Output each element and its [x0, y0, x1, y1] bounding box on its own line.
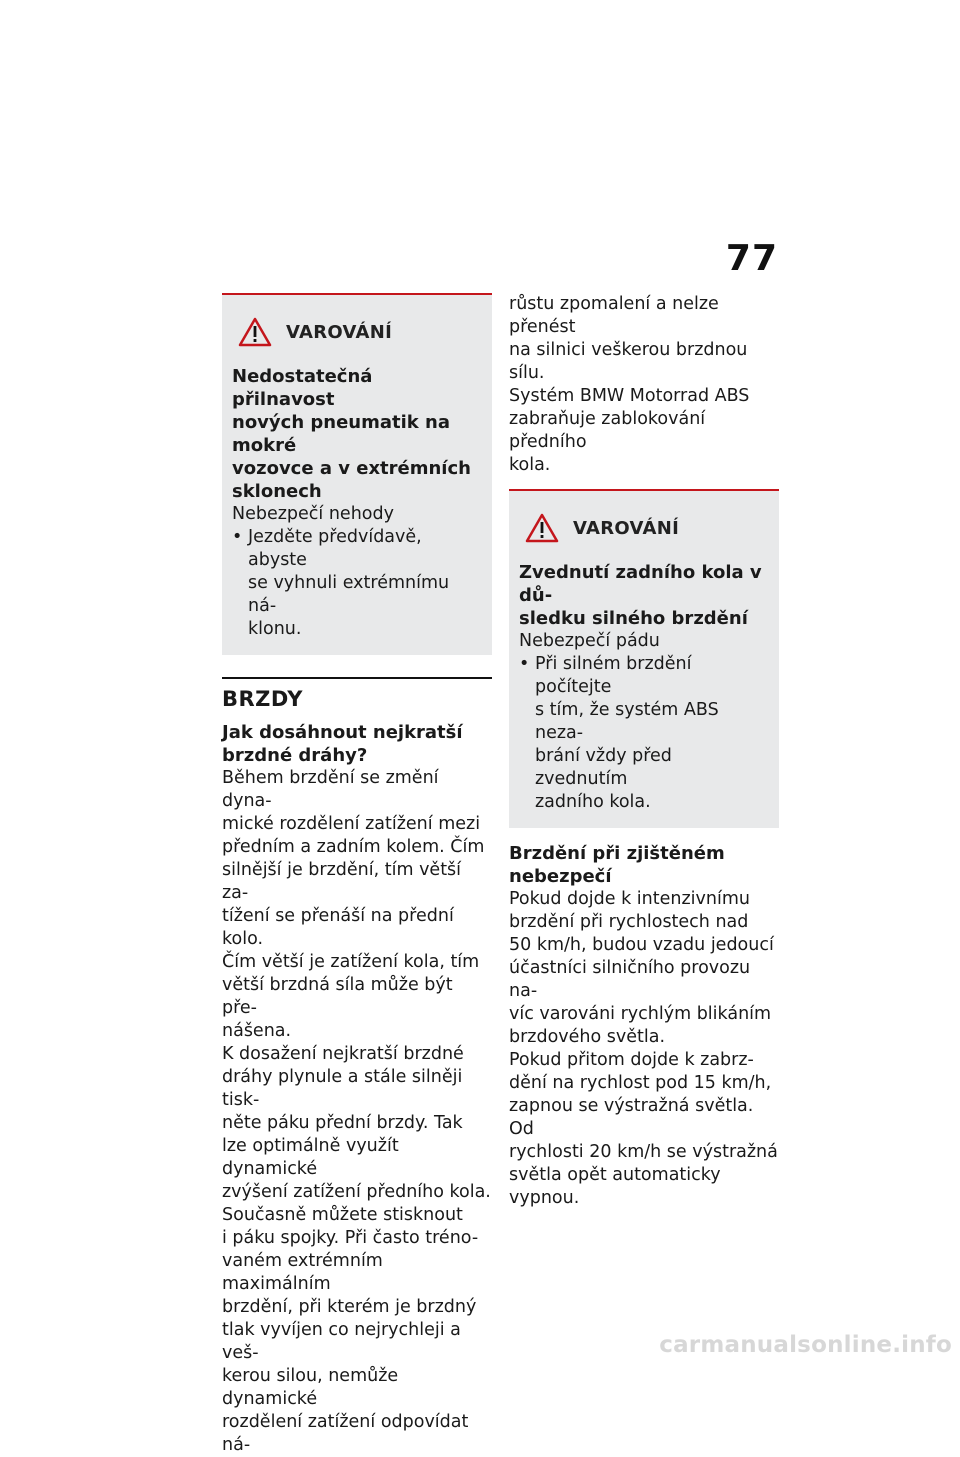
text-line: nášena.: [222, 1021, 292, 1041]
bullet-line: brání vždy před zvednutím: [535, 746, 672, 789]
subheading: Jak dosáhnout nejkratší: [222, 722, 463, 743]
bullet-line: se vyhnuli extrémnímu ná-: [248, 573, 450, 616]
warning-header: [519, 513, 767, 543]
text-line: předním a zadním kolem. Čím: [222, 837, 485, 857]
text-line: světla opět automaticky vypnou.: [509, 1165, 721, 1208]
text-line: brzdového světla.: [509, 1027, 666, 1047]
warning-triangle-icon: [525, 513, 559, 543]
text-line: zvýšení zatížení předního kola.: [222, 1182, 491, 1202]
text-line: rozdělení zatížení odpovídat ná-: [222, 1412, 469, 1455]
section-divider: [222, 677, 492, 679]
text-line: Pokud přitom dojde k zabrz-: [509, 1050, 754, 1070]
section-title: BRZDY: [222, 687, 304, 711]
bullet-text: [248, 526, 480, 641]
text-line: Současně můžete stisknout: [222, 1205, 463, 1225]
text-line: brzdění, při kterém je brzdný: [222, 1297, 477, 1317]
text-line: větší brzdná síla může být pře-: [222, 975, 453, 1018]
warning-header: [232, 317, 480, 347]
warning-hazard: Nebezpečí nehody: [232, 504, 394, 524]
text-line: 50 km/h, budou vzadu jedoucí: [509, 935, 774, 955]
bullet-line: zadního kola.: [535, 792, 651, 812]
intro-text: [509, 293, 779, 477]
bullet-line: Jezděte předvídavě, abyste: [248, 527, 422, 570]
footer-watermark-url: carmanualsonline.info: [659, 1332, 952, 1358]
warning-bold-line: vozovce a v extrémních: [232, 458, 471, 479]
subheading: brzdné dráhy?: [222, 745, 368, 766]
text-line: na silnici veškerou brzdnou sílu.: [509, 340, 748, 383]
text-line: rychlosti 20 km/h se výstražná: [509, 1142, 778, 1162]
bullet-line: s tím, že systém ABS neza-: [535, 700, 719, 743]
warning-bold-line: sklonech: [232, 481, 322, 502]
text-line: brzdění při rychlostech nad: [509, 912, 749, 932]
text-line: tížení se přenáší na přední kolo.: [222, 906, 454, 949]
text-line: Systém BMW Motorrad ABS: [509, 386, 750, 406]
subheading: nebezpečí: [509, 866, 612, 887]
text-line: zabraňuje zablokování předního: [509, 409, 706, 452]
text-line: Čím větší je zatížení kola, tím: [222, 952, 480, 972]
text-line: růstu zpomalení a nelze přenést: [509, 294, 719, 337]
text-line: lze optimálně využít dynamické: [222, 1136, 399, 1179]
warning-bold-line: Zvednutí zadního kola v dů-: [519, 562, 762, 606]
bullet-text: [535, 653, 767, 814]
bullet-dot: •: [232, 527, 243, 547]
warning-box-rear-wheel-lift: [509, 489, 779, 828]
text-line: i páku spojky. Při často tréno-: [222, 1228, 479, 1248]
text-line: Během brzdění se změní dyna-: [222, 768, 439, 811]
bullet-line: Při silném brzdění počítejte: [535, 654, 692, 697]
text-line: tlak vyvíjen co nejrychleji a veš-: [222, 1320, 461, 1363]
warning-bold-line: Nedostatečná přilnavost: [232, 366, 373, 410]
text-line: víc varováni rychlým blikáním: [509, 1004, 772, 1024]
text-line: dráhy plynule a stále silněji tisk-: [222, 1067, 463, 1110]
warning-hazard: Nebezpečí pádu: [519, 631, 660, 651]
page-number: 77: [725, 238, 778, 279]
text-line: vaném extrémním maximálním: [222, 1251, 383, 1294]
body-text: [509, 888, 779, 1210]
warning-bullet: [232, 526, 480, 641]
warning-title: VAROVÁNÍ: [286, 321, 393, 343]
warning-triangle-icon: [238, 317, 272, 347]
warning-bold-line: nových pneumatik na mokré: [232, 412, 450, 456]
bullet-line: klonu.: [248, 619, 302, 639]
body-text: [222, 767, 492, 1457]
text-line: něte páku přední brzdy. Tak: [222, 1113, 463, 1133]
text-line: mické rozdělení zatížení mezi: [222, 814, 481, 834]
bullet-dot: •: [519, 654, 530, 674]
warning-box-tire-grip: [222, 293, 492, 655]
warning-bullet: [519, 653, 767, 814]
warning-bold-line: sledku silného brzdění: [519, 608, 748, 629]
text-line: zapnou se výstražná světla. Od: [509, 1096, 754, 1139]
text-line: kola.: [509, 455, 551, 475]
right-column: [509, 293, 779, 1210]
text-line: kerou silou, nemůže dynamické: [222, 1366, 399, 1409]
warning-title: VAROVÁNÍ: [573, 517, 680, 539]
left-column: [222, 293, 492, 1457]
text-line: účastníci silničního provozu na-: [509, 958, 751, 1001]
text-line: K dosažení nejkratší brzdné: [222, 1044, 464, 1064]
subheading: Brzdění při zjištěném: [509, 843, 725, 864]
text-line: Pokud dojde k intenzivnímu: [509, 889, 750, 909]
text-line: silnější je brzdění, tím větší za-: [222, 860, 462, 903]
text-line: dění na rychlost pod 15 km/h,: [509, 1073, 772, 1093]
